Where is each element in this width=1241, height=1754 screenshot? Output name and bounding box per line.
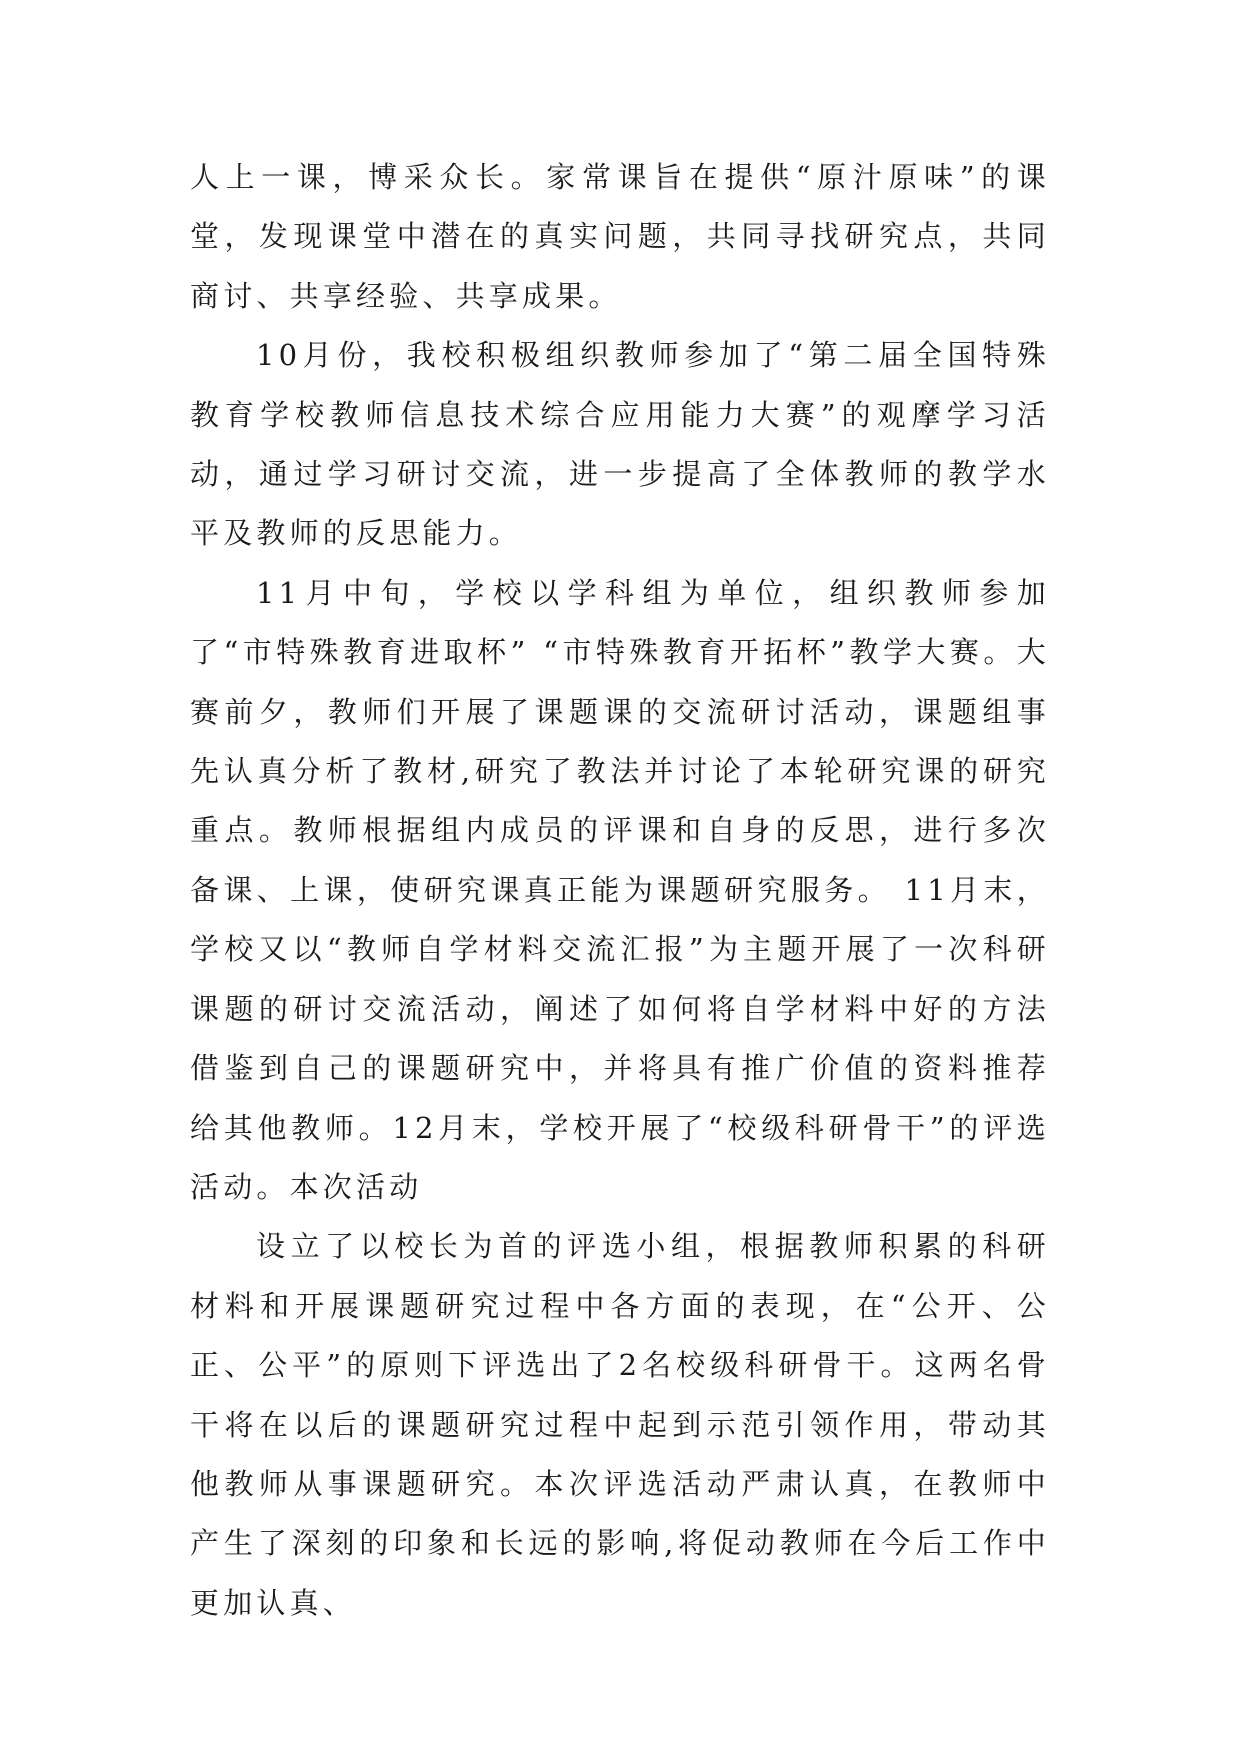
paragraph-4: 设立了以校长为首的评选小组，根据教师积累的科研材料和开展课题研究过程中各方面的表现，在“公开、公正、公平”的原则下评选出了2名校级科研骨干。这两名骨干将在以后的课题研究过程中起到示范引领作用，带动其他教师从事课题研究。本次评选活动严肃认真，在教师中产生了深刻的印象和长远的影响,将促动教师在今后工作中更加认真、	[190, 1229, 1050, 1620]
paragraph-3: 11月中旬，学校以学科组为单位，组织教师参加了“市特殊教育进取杯” “市特殊教育开拓杯”教学大赛。大赛前夕，教师们开展了课题课的交流研讨活动，课题组事先认真分析了教材,研究了教法并讨论了本轮研究课的研究重点。教师根据组内成员的评课和自身的反思，进行多次备课、上课，使研究课真正能为课题研究服务。 11月末，学校又以“教师自学材料交流汇报”为主题开展了一次科研课题的研讨交流活动，阐述了如何将自学材料中好的方法借鉴到自己的课题研究中，并将具有推广价值的资料推荐给其他教师。12月末，学校开展了“校级科研骨干”的评选活动。本次活动	[190, 575, 1050, 1204]
document-body	[190, 148, 1050, 1633]
paragraph-1: 人上一课，博采众长。家常课旨在提供“原汁原味”的课堂，发现课堂中潜在的真实问题，共同寻找研究点，共同商讨、共享经验、共享成果。	[190, 160, 1050, 313]
paragraph-2: 10月份，我校积极组织教师参加了“第二届全国特殊教育学校教师信息技术综合应用能力大赛”的观摩学习活动，通过学习研讨交流，进一步提高了全体教师的教学水平及教师的反思能力。	[190, 338, 1050, 551]
